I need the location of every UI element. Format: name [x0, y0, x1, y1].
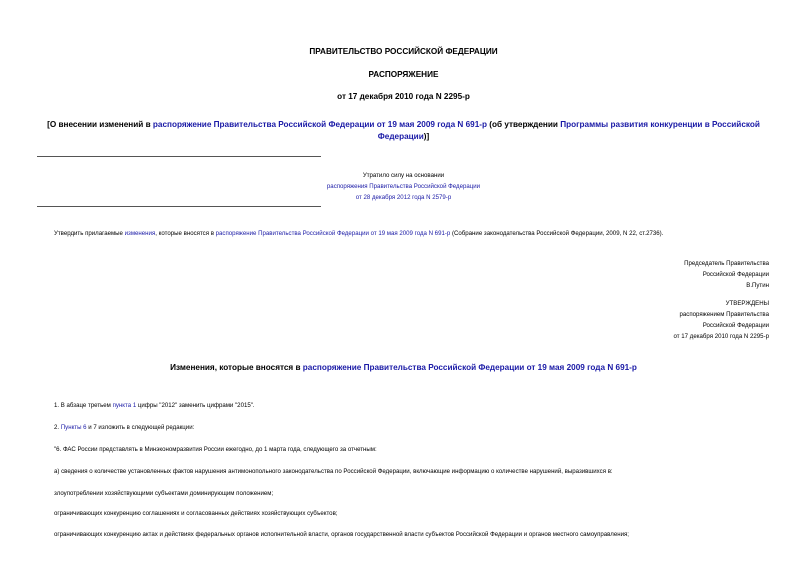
approve-text-1: Утвердить прилагаемые: [54, 230, 125, 237]
approve-text-2: , которые вносятся в: [155, 230, 216, 237]
title-suffix: )]: [423, 132, 430, 141]
title-link-competition-program[interactable]: Программы развития конкуренции в Российской Федерации: [377, 120, 760, 141]
title-link-order-691[interactable]: распоряжение Правительства Российской Федерации от 19 мая 2009 года N 691-р: [152, 120, 487, 129]
approve-link-order-691[interactable]: распоряжение Правительства Российской Федерации от 19 мая 2009 года N 691-р: [215, 230, 451, 237]
approved-line3: Российской Федерации: [702, 322, 769, 329]
changes-heading-link[interactable]: распоряжение Правительства Российской Федерации от 19 мая 2009 года N 691-р: [302, 363, 637, 372]
item-2-text: и 7 изложить в следующей редакции:: [86, 424, 195, 431]
approved-block: [674, 298, 769, 342]
item-1-text-b: цифры "2012" заменить цифрами "2015".: [136, 402, 255, 409]
approved-line4: от 17 декабря 2010 года N 2295-р: [673, 333, 769, 340]
paragraph-acts: ограничивающих конкуренцию актах и действиях федеральных органов исполнительной власти, органов государственной власти субъектов Российской Федерации и органов местного самоуправления;: [54, 531, 629, 538]
changes-heading: [36, 363, 771, 372]
paragraph-agreements: ограничивающих конкуренцию соглашениях и согласованных действиях хозяйствующих субъектов;: [54, 510, 338, 517]
signature-line2: Российской Федерации: [702, 271, 769, 278]
item-2-number: 2.: [54, 424, 61, 431]
status-note-date-link[interactable]: от 28 декабря 2012 года N 2579-р: [355, 194, 452, 201]
title-prefix: [О внесении изменений в: [47, 120, 153, 129]
item-2: [54, 423, 194, 432]
government-heading: ПРАВИТЕЛЬСТВО РОССИЙСКОЙ ФЕДЕРАЦИИ: [309, 47, 498, 56]
document-type-heading: РАСПОРЯЖЕНИЕ: [368, 70, 439, 79]
approve-link-changes[interactable]: изменения: [124, 230, 156, 237]
item-2-link-points-6[interactable]: Пункты 6: [60, 424, 87, 431]
signature-line1: Председатель Правительства: [684, 260, 769, 267]
status-note: [260, 170, 547, 203]
status-note-link[interactable]: распоряжения Правительства Российской Федерации: [326, 183, 481, 190]
item-1-text-a: 1. В абзаце третьем: [54, 402, 113, 409]
status-note-line1: Утратило силу на основании: [362, 172, 445, 179]
horizontal-rule-top: [37, 156, 321, 157]
horizontal-rule-bottom: [37, 206, 321, 207]
approve-text-3: (Собрание законодательства Российской Федерации, 2009, N 22, ст.2736).: [450, 230, 664, 237]
item-1: [54, 401, 255, 410]
document-date-number: от 17 декабря 2010 года N 2295-р: [337, 92, 470, 101]
document-title: [36, 119, 771, 143]
changes-heading-prefix: Изменения, которые вносятся в: [170, 363, 303, 372]
paragraph-dominance: злоупотреблении хозяйствующими субъектами доминирующим положением;: [54, 490, 274, 497]
approve-paragraph: [37, 229, 770, 238]
item-1-link-point-1[interactable]: пункта 1: [112, 402, 137, 409]
approved-line2: распоряжением Правительства: [679, 311, 769, 318]
signature-line3: В.Путин: [746, 282, 769, 289]
signature-block: [684, 258, 769, 291]
paragraph-a: а) сведения о количестве установленных фактов нарушения антимонопольного законодательства по Российской Федерации, включающие информацию о количестве нарушений, выразившихся в:: [54, 468, 613, 475]
title-middle: (об утверждении: [487, 120, 561, 129]
paragraph-6: "6. ФАС России представлять в Минэкономразвития России ежегодно, до 1 марта года, следующего за отчетным:: [54, 446, 377, 453]
approved-line1: УТВЕРЖДЕНЫ: [725, 300, 769, 307]
